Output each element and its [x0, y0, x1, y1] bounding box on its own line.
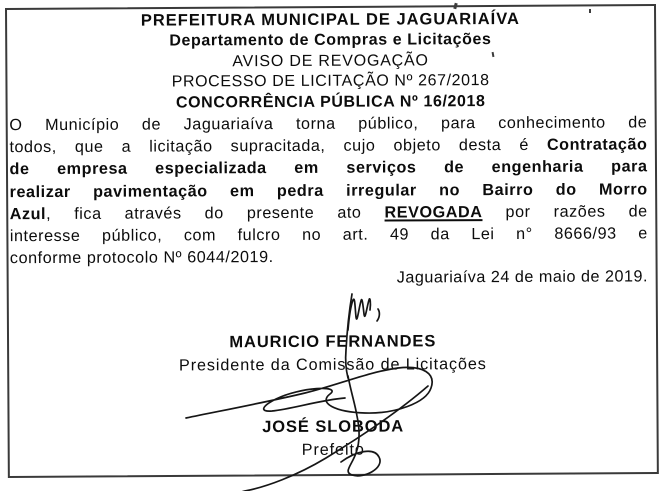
- body-line: [10, 245, 648, 270]
- body-segment: todos, que a licitação supracitada, cujo objeto desta é: [9, 136, 547, 157]
- revogada-emphasis: REVOGADA: [384, 202, 483, 222]
- body-segment-bold: de empresa especializada em serviços de engenharia para: [9, 157, 648, 179]
- header-department: Departamento de Compras e Licitações: [169, 30, 492, 50]
- body-segment: conforme protocolo Nº 6044/2019.: [9, 248, 274, 268]
- body-segment: por razões de: [482, 202, 648, 221]
- document-header: [8, 8, 653, 115]
- body-line: [10, 178, 648, 203]
- header-municipality: PREFEITURA MUNICIPAL DE JAGUARIAÍVA: [140, 9, 520, 30]
- body-segment: , fica através do presente ato: [46, 203, 385, 223]
- body-line: [9, 111, 647, 136]
- signer-name-jose: JOSÉ SLOBODA: [262, 417, 405, 437]
- body-line: [9, 156, 647, 181]
- body-line: [10, 222, 648, 247]
- header-bidding-number: CONCORRÊNCIA PÚBLICA Nº 16/2018: [175, 93, 486, 112]
- header-notice-type: AVISO DE REVOGAÇÃO: [232, 51, 429, 70]
- body-text: [9, 111, 648, 269]
- body-line: [10, 200, 648, 225]
- date-line: Jaguariaíva 24 de maio de 2019.: [396, 267, 649, 287]
- body-segment-bold: Contratação: [546, 135, 648, 155]
- body-segment-bold: realizar pavimentação em pedra irregular no Bairro do Morro: [9, 179, 648, 201]
- signer-name-mauricio: MAURICIO FERNANDES: [229, 332, 437, 352]
- body-segment: interesse público, com fulcro no art. 49 da Lei n° 8666/93 e: [9, 224, 648, 246]
- signer-role-mauricio: Presidente da Comissão de Licitações: [178, 355, 487, 375]
- signer-role-jose: Prefeito: [301, 440, 365, 459]
- header-process-number: PROCESSO DE LICITAÇÃO Nº 267/2018: [171, 72, 490, 91]
- body-segment: O Município de Jaguariaíva torna público, para conhecimento de: [9, 113, 648, 135]
- body-segment-bold: Azul: [9, 204, 47, 223]
- body-line: [9, 134, 647, 159]
